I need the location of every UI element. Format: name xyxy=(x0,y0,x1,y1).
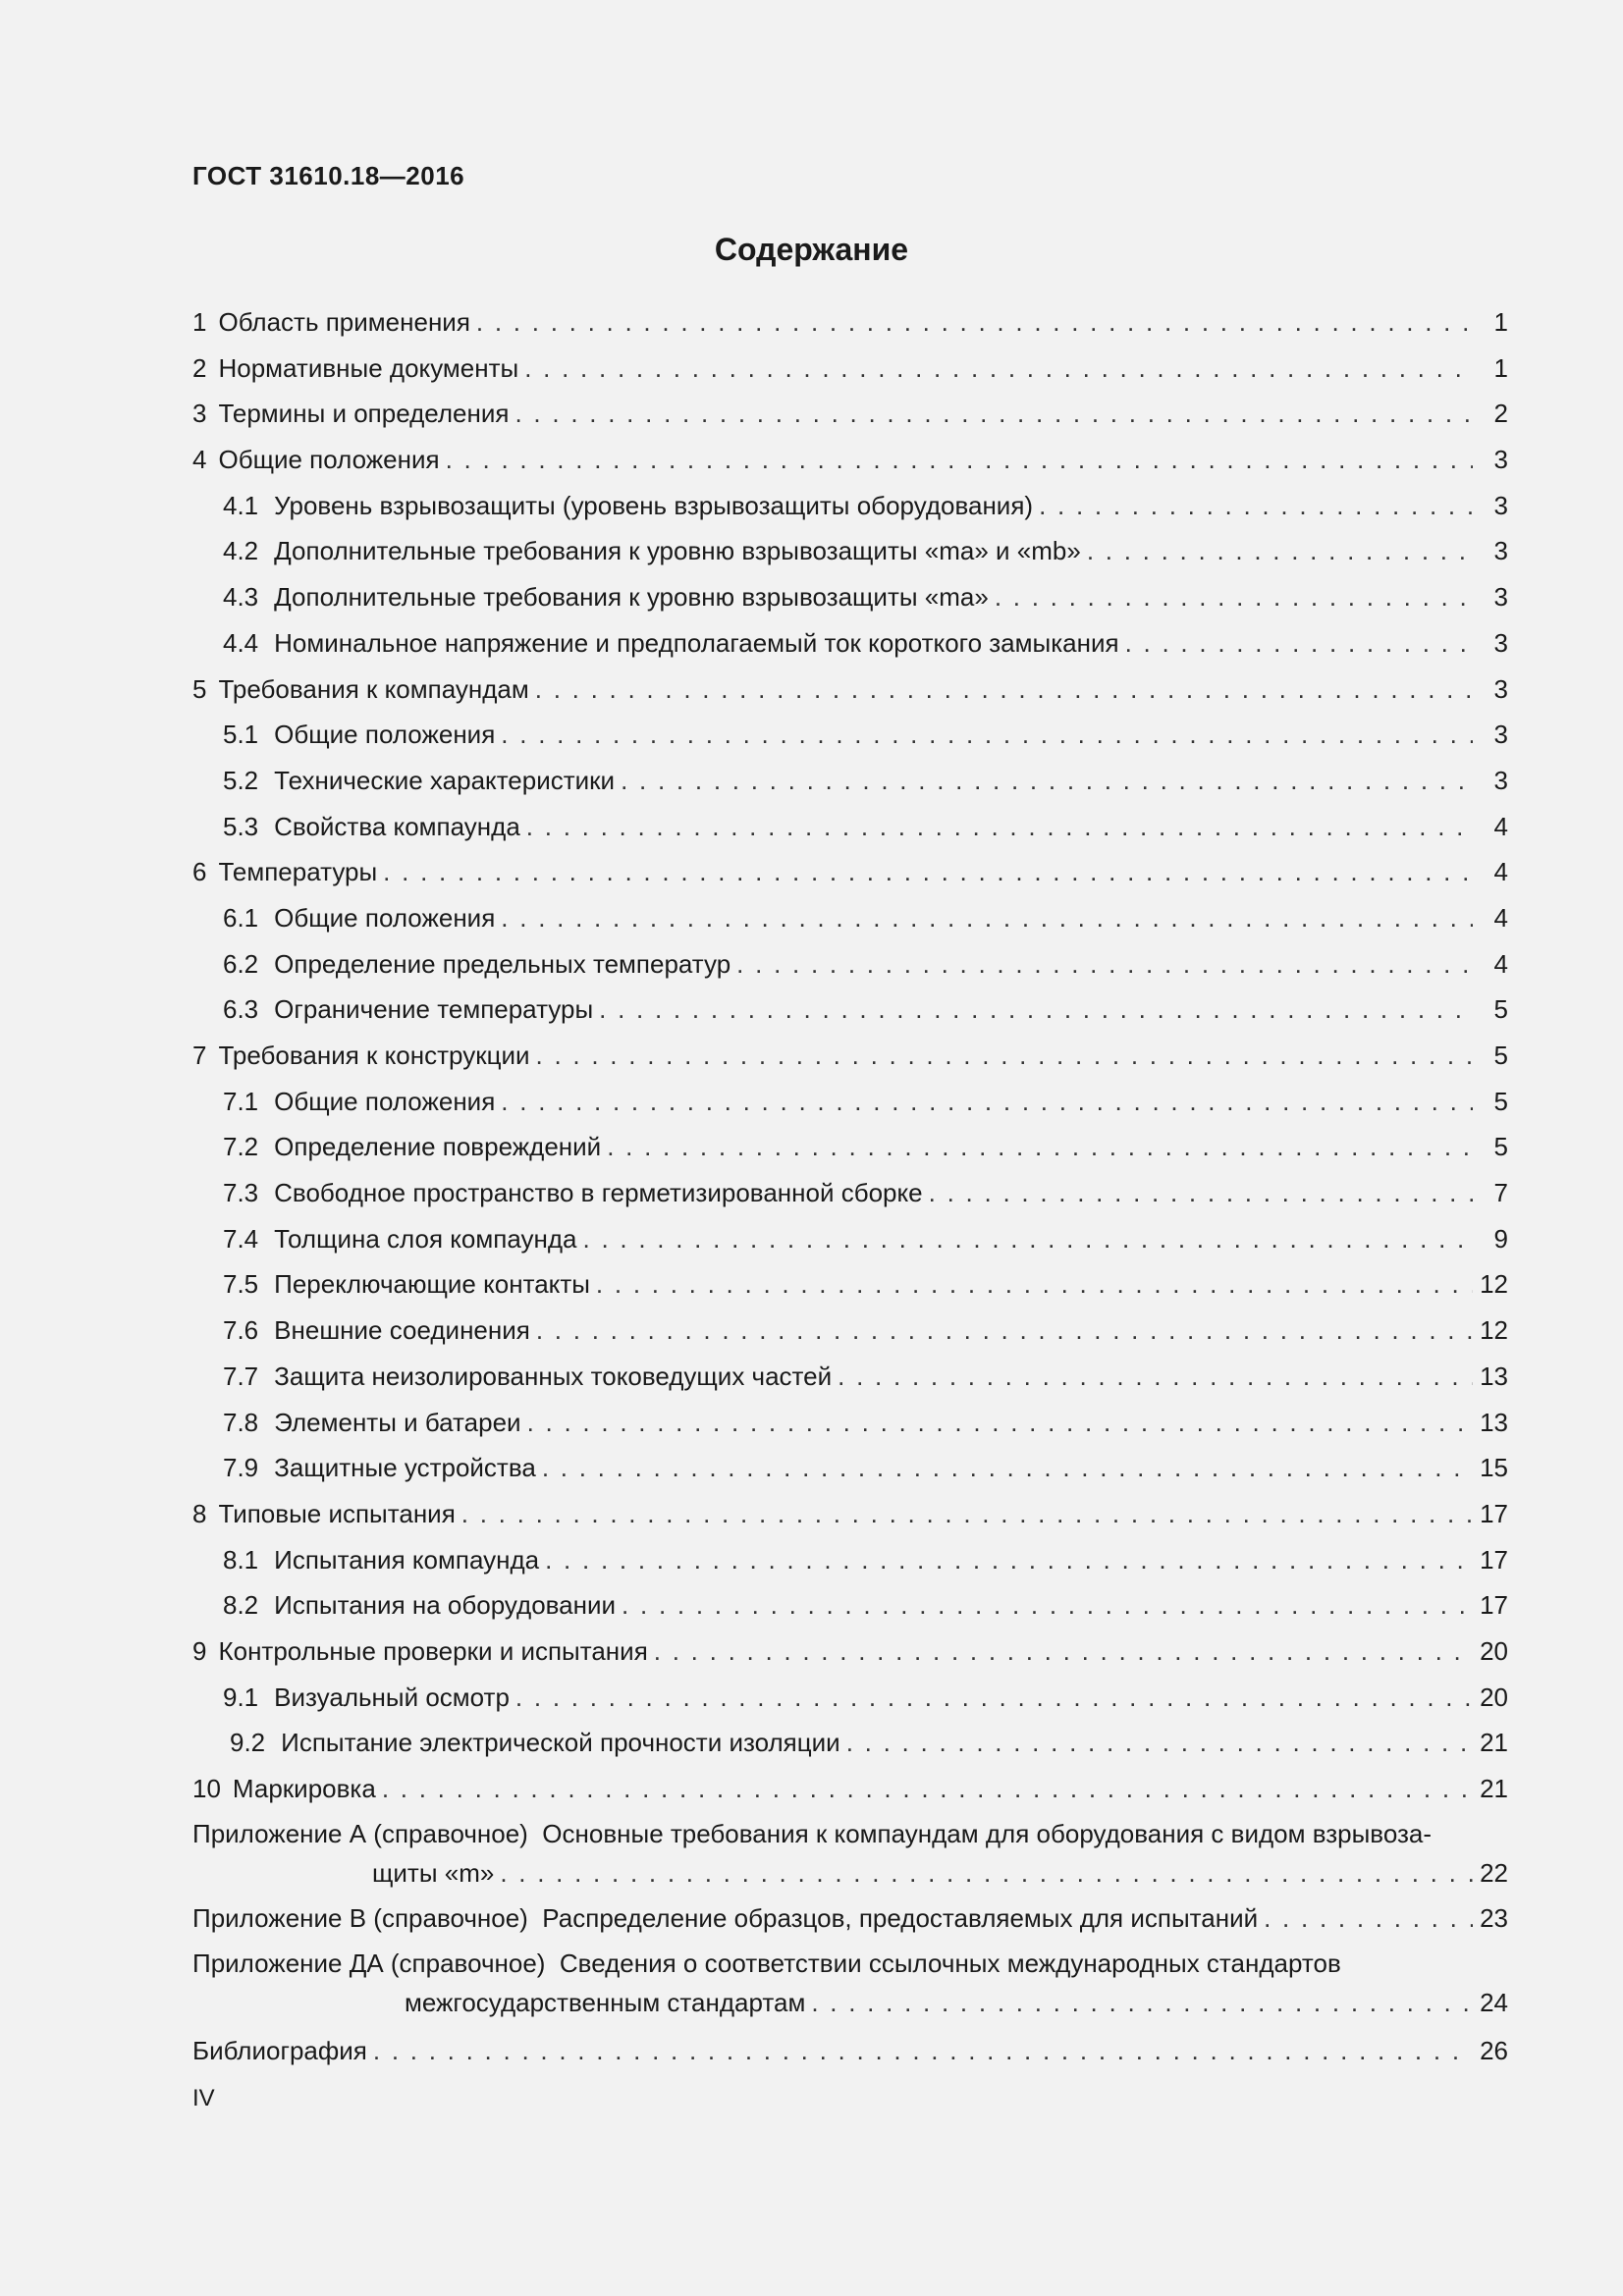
toc-entry-number: 7.5 xyxy=(223,1269,259,1300)
toc-entry-title: Элементы и батареи xyxy=(274,1407,521,1437)
toc-entry-title: Требования к конструкции xyxy=(218,1041,530,1070)
dot-leader xyxy=(500,1853,1473,1893)
toc-entry-number: 4.1 xyxy=(223,490,259,520)
dot-leader xyxy=(515,1675,1473,1721)
dot-leader xyxy=(1039,483,1473,529)
toc-entry-title: Уровень взрывозащиты (уровень взрывозащиты оборудования) xyxy=(274,490,1034,520)
dot-leader xyxy=(476,299,1473,346)
table-of-contents xyxy=(192,299,1508,2073)
toc-appendix-entry[interactable] xyxy=(192,1898,1508,1938)
appendix-page: 22 xyxy=(1480,1857,1508,1888)
dot-leader xyxy=(545,1537,1473,1583)
toc-entry[interactable] xyxy=(192,574,1508,620)
toc-entry-page: 2 xyxy=(1493,399,1508,429)
toc-entry-title: Защита неизолированных токоведущих частей xyxy=(274,1361,833,1391)
dot-leader xyxy=(535,667,1473,713)
toc-entry-number: 7.3 xyxy=(223,1178,259,1208)
toc-entry-title: Переключающие контакты xyxy=(274,1269,590,1300)
toc-entry-number: 5 xyxy=(192,673,207,704)
appendix-page: 23 xyxy=(1480,1902,1508,1933)
toc-entry-title: Номинальное напряжение и предполагаемый ток короткого замыкания xyxy=(274,627,1119,658)
toc-entry[interactable] xyxy=(192,667,1508,713)
dot-leader xyxy=(995,574,1473,620)
dot-leader xyxy=(596,1261,1473,1308)
toc-entry-page: 21 xyxy=(1480,1728,1508,1758)
toc-bibliography-entry[interactable] xyxy=(192,2028,1508,2074)
dot-leader xyxy=(527,1400,1473,1446)
toc-entry-title: Контрольные проверки и испытания xyxy=(218,1635,648,1666)
document-code: ГОСТ 31610.18—2016 xyxy=(192,161,465,190)
toc-entry-title: Дополнительные требования к уровню взрывозащиты «ma» xyxy=(274,582,989,613)
appendix-title-continued: щиты «m» xyxy=(372,1857,495,1888)
toc-entry-page: 1 xyxy=(1493,307,1508,337)
toc-entry-page: 4 xyxy=(1493,857,1508,887)
dot-leader xyxy=(736,941,1473,988)
toc-entry[interactable] xyxy=(192,1216,1508,1262)
toc-entry-number: 4 xyxy=(192,445,207,475)
toc-entry[interactable] xyxy=(192,437,1508,483)
toc-entry-page: 15 xyxy=(1480,1453,1508,1483)
toc-entry[interactable] xyxy=(192,895,1508,941)
toc-entry[interactable] xyxy=(192,1400,1508,1446)
toc-entry-page: 13 xyxy=(1480,1407,1508,1437)
dot-leader xyxy=(542,1445,1473,1491)
toc-entry-page: 3 xyxy=(1493,582,1508,613)
toc-entry[interactable] xyxy=(192,849,1508,895)
dot-leader xyxy=(654,1629,1473,1675)
toc-entry-page: 5 xyxy=(1493,1086,1508,1116)
dot-leader xyxy=(526,804,1473,850)
toc-entry-title: Испытания компаунда xyxy=(274,1544,540,1575)
toc-entry-page: 20 xyxy=(1480,1635,1508,1666)
appendix-title: Сведения о соответствии ссылочных международных стандартов xyxy=(559,1948,1341,1978)
toc-entry[interactable] xyxy=(192,1445,1508,1491)
dot-leader xyxy=(501,1079,1473,1125)
toc-entry[interactable] xyxy=(192,987,1508,1033)
dot-leader xyxy=(622,1582,1473,1629)
dot-leader xyxy=(621,758,1473,804)
appendix-page: 24 xyxy=(1480,1987,1508,2017)
toc-entry[interactable] xyxy=(192,1675,1508,1721)
dot-leader xyxy=(583,1216,1474,1262)
toc-entry[interactable] xyxy=(192,483,1508,529)
toc-entry[interactable] xyxy=(192,1033,1508,1079)
toc-entry-number: 4.4 xyxy=(223,627,259,658)
toc-entry-number: 7.2 xyxy=(223,1132,259,1162)
toc-entry-title: Определение повреждений xyxy=(274,1132,602,1162)
toc-appendix-entry[interactable] xyxy=(192,1814,1508,1893)
toc-title: Содержание xyxy=(714,232,909,267)
dot-leader xyxy=(838,1354,1473,1400)
toc-entry-title: Ограничение температуры xyxy=(274,994,594,1025)
toc-entry-number: 6 xyxy=(192,857,207,887)
toc-entry-title: Внешние соединения xyxy=(274,1315,530,1346)
toc-entry-number: 10 xyxy=(192,1774,221,1803)
toc-entry[interactable] xyxy=(192,1766,1508,1812)
toc-entry-page: 5 xyxy=(1493,1132,1508,1162)
toc-entry-page: 3 xyxy=(1493,627,1508,658)
toc-entry-title: Типовые испытания xyxy=(218,1498,456,1528)
toc-entry-number: 7.7 xyxy=(223,1361,259,1391)
dot-leader xyxy=(1087,528,1473,574)
toc-entry-number: 8.1 xyxy=(223,1544,259,1575)
toc-entry-number: 7.4 xyxy=(223,1223,259,1254)
toc-entry-page: 5 xyxy=(1493,1041,1508,1070)
toc-entry-title: Маркировка xyxy=(232,1774,376,1803)
toc-entry[interactable] xyxy=(192,941,1508,988)
toc-entry-title: Термины и определения xyxy=(218,399,510,429)
toc-entry-page: 26 xyxy=(1480,2035,1508,2065)
toc-entry-number: 5.1 xyxy=(223,720,259,750)
dot-leader xyxy=(599,987,1473,1033)
toc-entry-title: Свободное пространство в герметизированной сборке xyxy=(274,1178,923,1208)
toc-entry-title: Защитные устройства xyxy=(274,1453,536,1483)
toc-entry-title: Общие положения xyxy=(274,720,496,750)
toc-entry[interactable] xyxy=(192,1079,1508,1125)
toc-entry[interactable] xyxy=(192,712,1508,758)
toc-entry-page: 3 xyxy=(1493,490,1508,520)
toc-entry-title: Область применения xyxy=(218,307,470,337)
toc-entry-page: 9 xyxy=(1493,1223,1508,1254)
toc-entry-page: 3 xyxy=(1493,536,1508,566)
toc-entry-page: 17 xyxy=(1480,1590,1508,1621)
toc-entry[interactable] xyxy=(192,1308,1508,1354)
toc-entry-title: Испытание электрической прочности изоляции xyxy=(281,1728,840,1758)
dot-leader xyxy=(501,712,1473,758)
toc-entry-title: Нормативные документы xyxy=(218,352,519,383)
toc-entry[interactable] xyxy=(192,620,1508,667)
toc-entry-page: 12 xyxy=(1480,1315,1508,1346)
dot-leader xyxy=(461,1491,1473,1537)
toc-entry-number: 8 xyxy=(192,1498,207,1528)
toc-entry-title: Свойства компаунда xyxy=(274,811,520,841)
toc-entry-page: 3 xyxy=(1493,445,1508,475)
toc-entry-number: 7.8 xyxy=(223,1407,259,1437)
toc-entry-page: 17 xyxy=(1480,1544,1508,1575)
toc-appendix-entry[interactable] xyxy=(192,1944,1508,2022)
toc-entry[interactable] xyxy=(192,1124,1508,1170)
toc-entry-number: 4.2 xyxy=(223,536,259,566)
toc-entry-number: 6.1 xyxy=(223,902,259,933)
appendix-title: Основные требования к компаундам для оборудования с видом взрывоза- xyxy=(542,1818,1433,1848)
toc-entry-title: Общие положения xyxy=(274,902,496,933)
dot-leader xyxy=(536,1308,1473,1354)
toc-entry-page: 3 xyxy=(1493,765,1508,795)
dot-leader xyxy=(446,437,1473,483)
toc-entry-title: Дополнительные требования к уровню взрывозащиты «ma» и «mb» xyxy=(274,536,1081,566)
toc-entry-page: 3 xyxy=(1493,673,1508,704)
dot-leader xyxy=(382,1766,1473,1812)
toc-entry-page: 4 xyxy=(1493,811,1508,841)
dot-leader xyxy=(536,1033,1473,1079)
toc-entry[interactable] xyxy=(192,1170,1508,1216)
toc-entry[interactable] xyxy=(192,1261,1508,1308)
toc-entry[interactable] xyxy=(192,1491,1508,1537)
toc-entry-title: Температуры xyxy=(218,857,378,887)
dot-leader xyxy=(811,1983,1473,2022)
toc-entry-number: 7.6 xyxy=(223,1315,259,1346)
toc-entry-number: 7.1 xyxy=(223,1086,259,1116)
toc-entry-number: 1 xyxy=(192,307,207,337)
dot-leader xyxy=(607,1124,1473,1170)
toc-entry-page: 13 xyxy=(1480,1361,1508,1391)
toc-entry-title: Технические характеристики xyxy=(274,765,616,795)
appendix-label: Приложение А (справочное) xyxy=(192,1818,528,1848)
toc-entry-page: 21 xyxy=(1480,1774,1508,1803)
toc-entry[interactable] xyxy=(192,1629,1508,1675)
appendix-label: Приложение ДА (справочное) xyxy=(192,1948,546,1978)
dot-leader xyxy=(1264,1898,1473,1938)
toc-entry[interactable] xyxy=(192,1537,1508,1583)
toc-entry-page: 1 xyxy=(1493,352,1508,383)
toc-entry-number: 3 xyxy=(192,399,207,429)
toc-entry-number: 9.2 xyxy=(230,1728,266,1758)
toc-entry-page: 20 xyxy=(1480,1682,1508,1712)
dot-leader xyxy=(501,895,1473,941)
toc-entry-number: 6.2 xyxy=(223,948,259,979)
toc-entry-number: 9 xyxy=(192,1635,207,1666)
dot-leader xyxy=(383,849,1473,895)
toc-entry-page: 4 xyxy=(1493,948,1508,979)
toc-entry-title: Библиография xyxy=(192,2035,367,2065)
dot-leader xyxy=(524,346,1473,392)
dot-leader xyxy=(846,1720,1473,1766)
toc-entry-title: Определение предельных температур xyxy=(274,948,731,979)
toc-entry-number: 7 xyxy=(192,1041,207,1070)
toc-entry-number: 2 xyxy=(192,352,207,383)
toc-entry-page: 3 xyxy=(1493,720,1508,750)
toc-entry-number: 5.2 xyxy=(223,765,259,795)
toc-entry-page: 7 xyxy=(1493,1178,1508,1208)
toc-entry[interactable] xyxy=(192,804,1508,850)
toc-entry[interactable] xyxy=(192,1720,1508,1766)
appendix-title-continued: межгосударственным стандартам xyxy=(405,1987,806,2017)
toc-entry-title: Толщина слоя компаунда xyxy=(274,1223,577,1254)
dot-leader xyxy=(514,391,1473,437)
dot-leader xyxy=(373,2028,1473,2074)
toc-entry-title: Общие положения xyxy=(274,1086,496,1116)
toc-entry-page: 5 xyxy=(1493,994,1508,1025)
appendix-title: Распределение образцов, предоставляемых для испытаний xyxy=(542,1902,1259,1933)
toc-entry[interactable] xyxy=(192,528,1508,574)
toc-entry[interactable] xyxy=(192,299,1508,346)
dot-leader xyxy=(1125,620,1473,667)
toc-entry-title: Испытания на оборудовании xyxy=(274,1590,617,1621)
appendix-label: Приложение В (справочное) xyxy=(192,1902,528,1933)
toc-entry-page: 4 xyxy=(1493,902,1508,933)
toc-entry[interactable] xyxy=(192,758,1508,804)
toc-entry-number: 9.1 xyxy=(223,1682,259,1712)
toc-entry-number: 7.9 xyxy=(223,1453,259,1483)
toc-entry-page: 12 xyxy=(1480,1269,1508,1300)
toc-entry-title: Визуальный осмотр xyxy=(274,1682,510,1712)
toc-entry[interactable] xyxy=(192,1582,1508,1629)
toc-entry-number: 8.2 xyxy=(223,1590,259,1621)
page-number: IV xyxy=(192,2085,215,2111)
toc-entry[interactable] xyxy=(192,1354,1508,1400)
toc-entry-number: 4.3 xyxy=(223,582,259,613)
toc-entry-number: 5.3 xyxy=(223,811,259,841)
toc-entry-title: Общие положения xyxy=(218,445,440,475)
dot-leader xyxy=(929,1170,1473,1216)
toc-entry-page: 17 xyxy=(1480,1498,1508,1528)
toc-entry-number: 6.3 xyxy=(223,994,259,1025)
toc-entry[interactable] xyxy=(192,391,1508,437)
toc-entry[interactable] xyxy=(192,346,1508,392)
toc-entry-title: Требования к компаундам xyxy=(218,673,529,704)
